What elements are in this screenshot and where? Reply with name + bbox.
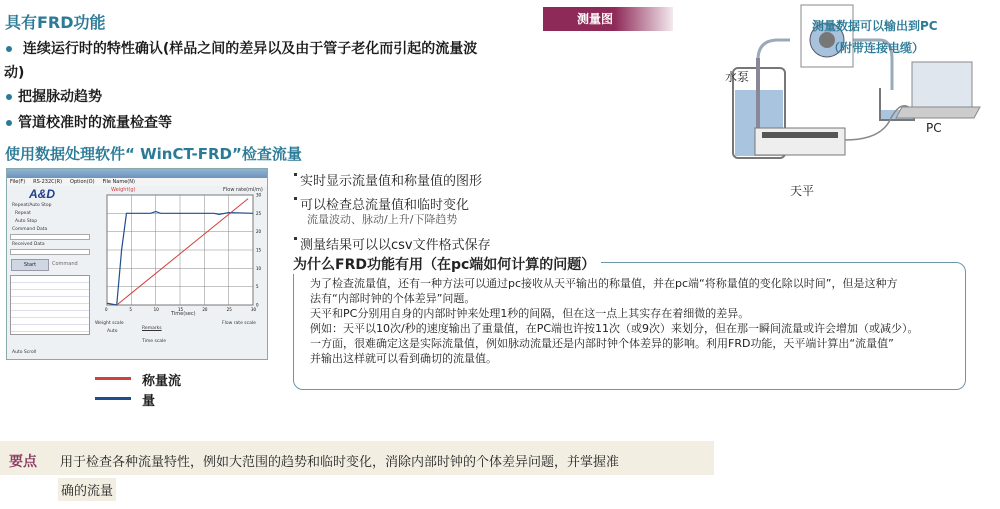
data-table	[10, 275, 90, 335]
label: Auto Scroll	[12, 350, 37, 355]
balance-label: 天平	[790, 184, 815, 198]
laptop-icon	[912, 62, 972, 107]
output-note: 测量数据可以输出到PC	[812, 19, 938, 33]
menu-item: File Name(N)	[102, 179, 135, 185]
y-right-label: Flow rate(ml/m)	[223, 187, 263, 193]
received-field	[10, 249, 90, 255]
keypoint-text: 确的流量	[58, 478, 116, 501]
keypoint-label: 要点	[9, 454, 37, 470]
menu-item: File(F)	[10, 179, 26, 185]
window-titlebar	[7, 169, 267, 178]
label: Repeat/Auto Stop	[12, 203, 52, 208]
label: Received Data	[12, 242, 45, 247]
why-title: 为什么FRD功能有用（在pc端如何计算的问题）	[293, 254, 601, 274]
bullet-dot-icon	[6, 94, 12, 100]
bullet-text: 管道校准时的流量检查等	[18, 115, 172, 131]
x-tick: 0	[105, 307, 108, 312]
legend-label: 量	[142, 394, 156, 409]
label: Remarks	[142, 326, 162, 331]
feature-item: 可以检查总流量值和临时变化	[294, 194, 469, 213]
bullet-dot-icon	[6, 46, 12, 52]
y-tick: 25	[256, 210, 262, 216]
bullet-1	[6, 38, 477, 58]
bullet-3	[6, 112, 172, 132]
x-tick: 15	[178, 307, 184, 312]
y-tick: 20	[256, 229, 262, 235]
bullet-text: 把握脉动趋势	[18, 89, 102, 105]
keypoint-text: 用于检查各种流量特性，例如大范围的趋势和临时变化，消除内部时钟的个体差异问题，并掌握准	[60, 455, 620, 470]
output-note: （附带连接电缆）	[828, 41, 925, 55]
label: Command Data	[12, 227, 48, 232]
x-tick: 10	[153, 307, 159, 312]
y-left-label: Weight(g)	[111, 187, 136, 193]
legend-line-weight	[95, 377, 131, 380]
y-tick: 30	[256, 192, 262, 198]
bullet-dot-icon	[6, 120, 12, 126]
feature-item: 实时显示流量值和称量值的图形	[294, 170, 482, 189]
start-button: Start	[11, 259, 49, 271]
why-text: 为了检查流量值，还有一种方法可以通过pc接收从天平输出的称量值，并在pc端“将称量值的变化除以时间”，但是这种方 法有“内部时钟的个体差异”问题。 天平和PC分别用自身的内部时钟来处理1秒的间隔，但在这一点上其实存在着细微的差异。 例如：天平以10次/秒的速度输出了重量值，在PC端也许按11次（或9次）来划分，但在那一瞬间流量或许会增加（或减少）。 一方面，很难确定这是实际流量值，例如脉动流量还是内部时钟个体差异的影响。利用FRD功能，天平端计算出“流量值” 并输出这样就可以看到确切的流量值。	[310, 277, 919, 365]
x-label: Time(sec)	[171, 311, 196, 317]
section-title-software: 使用数据处理软件“ WinCT-FRD”检查流量	[5, 145, 302, 163]
software-screenshot	[6, 168, 268, 360]
y-tick: 15	[256, 247, 262, 253]
x-tick: 30	[251, 307, 257, 312]
command-select	[10, 234, 90, 240]
chart	[93, 183, 267, 317]
feature-sub: 流量波动、脉动/上升/下降趋势	[307, 213, 458, 226]
label: Time scale	[142, 339, 167, 344]
y-tick: 0	[256, 302, 259, 308]
feature-item: 测量结果可以以csv文件格式保存	[294, 234, 491, 253]
label: Weight scale	[95, 321, 124, 326]
y-tick: 5	[256, 284, 259, 290]
x-tick: 20	[202, 307, 208, 312]
pump-label: 水泵	[725, 70, 750, 84]
legend-label: 称量流	[142, 374, 182, 389]
label: Auto	[107, 329, 118, 334]
x-tick: 5	[129, 307, 132, 312]
bullet-2	[6, 86, 102, 106]
x-tick: 25	[226, 307, 232, 312]
diagram-banner: 测量图	[543, 7, 673, 31]
y-tick: 10	[256, 265, 262, 271]
menu-item: Option(O)	[70, 179, 95, 185]
menu-item: RS-232C(R)	[33, 179, 63, 185]
bullet-1-cont: 动)	[4, 65, 25, 81]
command-button: Command	[52, 261, 78, 267]
legend-line-flow	[95, 397, 131, 400]
and-logo: A&D	[29, 187, 55, 201]
pc-label: PC	[926, 121, 942, 135]
label: Repeat	[15, 211, 31, 216]
label: Auto Stop	[15, 219, 38, 224]
label: Flow rate scale	[222, 321, 256, 326]
section-title-frd: 具有FRD功能	[5, 13, 106, 32]
bullet-text: 连续运行时的特性确认(样品之间的差异以及由于管子老化而引起的流量波	[22, 41, 478, 57]
